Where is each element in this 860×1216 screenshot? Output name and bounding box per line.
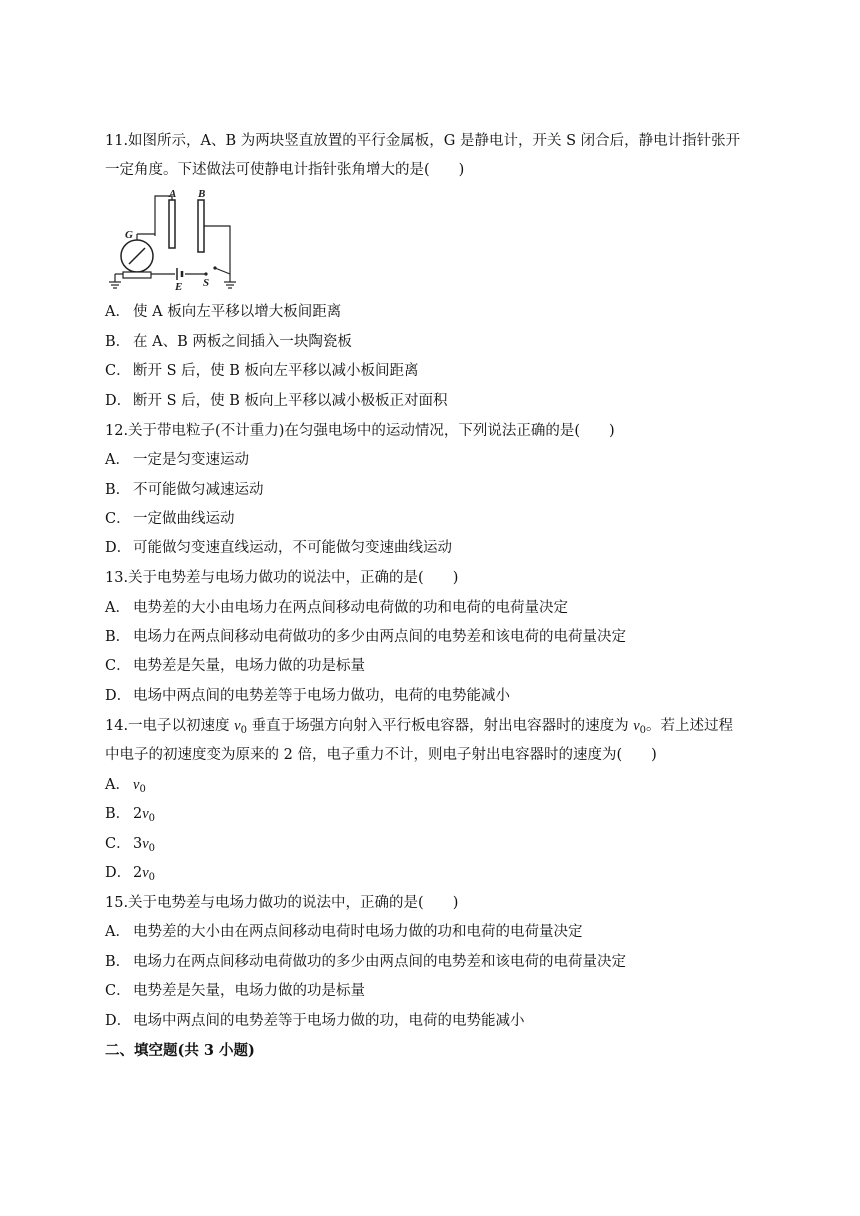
q13-option-d bbox=[105, 686, 510, 706]
option-text: 电场中两点间的电势差等于电场力做功，电荷的电势能减小 bbox=[133, 688, 510, 704]
option-letter: B． bbox=[105, 482, 131, 498]
option-letter: D． bbox=[105, 865, 132, 881]
label-b: B bbox=[198, 188, 206, 200]
q15-option-d bbox=[105, 1011, 525, 1031]
q11-option-b bbox=[105, 332, 352, 352]
q15-stem: 15.关于电势差与电场力做功的说法中，正确的是( ) bbox=[105, 895, 459, 911]
option-text: 不可能做匀减速运动 bbox=[133, 482, 264, 498]
q13-option-c bbox=[105, 656, 365, 676]
plate-a bbox=[169, 200, 175, 248]
option-letter: C． bbox=[105, 511, 131, 527]
option-text: 电场力在两点间移动电荷做功的多少由两点间的电势差和该电荷的电荷量决定 bbox=[133, 954, 626, 970]
q14-option-c bbox=[105, 834, 155, 859]
q14-option-a bbox=[105, 775, 146, 800]
velocity-symbol: v bbox=[142, 806, 149, 822]
q11-stem-line2: 一定角度。下述做法可使静电计指针张角增大的是( ) bbox=[105, 162, 465, 178]
option-letter: A． bbox=[105, 304, 130, 320]
q12-option-d bbox=[105, 538, 452, 558]
velocity-subscript: 0 bbox=[240, 725, 247, 736]
label-a: A bbox=[169, 188, 177, 200]
q14-stem-line2: 中电子的初速度变为原来的 2 倍，电子重力不计，则电子射出电容器时的速度为( ) bbox=[105, 747, 657, 763]
option-text: 一定做曲线运动 bbox=[133, 511, 235, 527]
option-text: 电势差的大小由电场力在两点间移动电荷做的功和电荷的电荷量决定 bbox=[133, 600, 568, 616]
option-letter: B． bbox=[105, 629, 131, 645]
option-letter: C． bbox=[105, 983, 131, 999]
option-text: 可能做匀变速直线运动，不可能做匀变速曲线运动 bbox=[133, 540, 452, 556]
label-s: S bbox=[203, 277, 210, 289]
q11-option-c bbox=[105, 361, 419, 381]
option-letter: D． bbox=[105, 1013, 132, 1029]
q14-option-d bbox=[105, 863, 155, 888]
q12-option-b bbox=[105, 480, 264, 500]
velocity-subscript: 0 bbox=[139, 784, 146, 795]
option-coef: 2 bbox=[133, 865, 143, 881]
option-letter: A． bbox=[105, 924, 130, 940]
option-text: 使 A 板向左平移以增大板间距离 bbox=[133, 304, 342, 320]
q14-option-b bbox=[105, 804, 155, 829]
option-text: 电势差的大小由在两点间移动电荷时电场力做的功和电荷的电荷量决定 bbox=[133, 924, 583, 940]
option-letter: B． bbox=[105, 954, 131, 970]
option-coef: 2 bbox=[133, 806, 143, 822]
option-coef: 3 bbox=[133, 836, 143, 852]
option-text: 一定是匀变速运动 bbox=[133, 452, 249, 468]
q14-stem-line1 bbox=[105, 716, 733, 741]
plate-b bbox=[198, 200, 204, 252]
q14-text-c: 。若上述过程 bbox=[646, 718, 734, 734]
option-text: 电势差是矢量，电场力做的功是标量 bbox=[133, 983, 365, 999]
label-e: E bbox=[175, 281, 183, 292]
option-letter: B． bbox=[105, 334, 131, 350]
velocity-subscript: 0 bbox=[639, 725, 647, 736]
q11-stem-line1: 11.如图所示，A、B 为两块竖直放置的平行金属板，G 是静电计，开关 S 闭合后，静电计指针张开 bbox=[105, 133, 741, 149]
option-letter: C． bbox=[105, 658, 131, 674]
option-text: 电场中两点间的电势差等于电场力做的功，电荷的电势能减小 bbox=[133, 1013, 525, 1029]
label-g: G bbox=[125, 229, 133, 241]
option-text: 断开 S 后，使 B 板向左平移以减小板间距离 bbox=[133, 363, 419, 379]
q13-stem: 13.关于电势差与电场力做功的说法中，正确的是( ) bbox=[105, 570, 459, 586]
q15-option-c bbox=[105, 981, 365, 1001]
velocity-symbol: v bbox=[142, 836, 149, 852]
velocity-subscript: 0 bbox=[148, 843, 156, 854]
q13-option-a bbox=[105, 598, 568, 618]
option-text: 断开 S 后，使 B 板向上平移以减小极板正对面积 bbox=[133, 393, 448, 409]
q15-option-a bbox=[105, 922, 583, 942]
velocity-subscript: 0 bbox=[148, 872, 156, 883]
q12-stem: 12.关于带电粒子(不计重力)在匀强电场中的运动情况，下列说法正确的是( ) bbox=[105, 423, 615, 439]
q14-text-b: 垂直于场强方向射入平行板电容器，射出电容器时的速度为 bbox=[246, 718, 634, 734]
option-letter: A． bbox=[105, 452, 130, 468]
velocity-subscript: 0 bbox=[148, 813, 156, 824]
option-text: 电场力在两点间移动电荷做功的多少由两点间的电势差和该电荷的电荷量决定 bbox=[133, 629, 626, 645]
velocity-symbol: v bbox=[133, 777, 140, 793]
option-letter: C． bbox=[105, 363, 131, 379]
velocity-symbol: v bbox=[633, 718, 640, 734]
option-letter: D． bbox=[105, 540, 132, 556]
q13-option-b bbox=[105, 627, 626, 647]
option-letter: A． bbox=[105, 600, 130, 616]
q12-option-a bbox=[105, 450, 249, 470]
section-heading-fill-in: 二、填空题(共 3 小题) bbox=[105, 1042, 255, 1059]
option-text: 在 A、B 两板之间插入一块陶瓷板 bbox=[133, 334, 352, 350]
option-letter: D． bbox=[105, 688, 132, 704]
velocity-symbol: v bbox=[234, 718, 241, 734]
velocity-symbol: v bbox=[142, 865, 149, 881]
q12-option-c bbox=[105, 509, 235, 529]
electroscope-capacitor-circuit-figure bbox=[105, 186, 245, 292]
option-letter: D． bbox=[105, 393, 132, 409]
q14-text-a: 14.一电子以初速度 bbox=[105, 718, 235, 734]
option-letter: A． bbox=[105, 777, 130, 793]
option-letter: C． bbox=[105, 836, 131, 852]
option-text: 电势差是矢量，电场力做的功是标量 bbox=[133, 658, 365, 674]
q15-option-b bbox=[105, 952, 626, 972]
option-letter: B． bbox=[105, 806, 131, 822]
q11-option-d bbox=[105, 391, 448, 411]
q11-option-a bbox=[105, 302, 341, 322]
